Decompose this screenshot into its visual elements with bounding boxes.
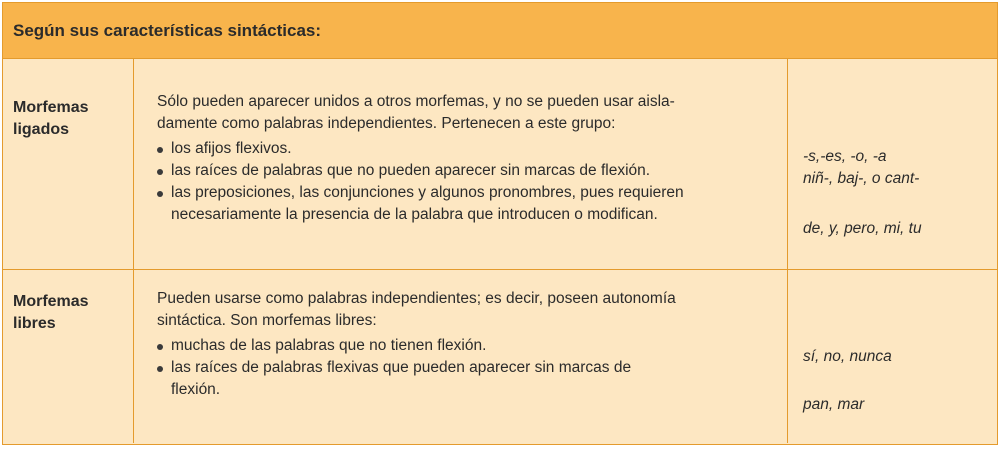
intro-line: damente como palabras independientes. Pertenecen a este grupo: <box>157 115 616 132</box>
row-description <box>134 270 788 443</box>
row-examples <box>788 270 997 443</box>
example-text: de, y, pero, mi, tu <box>803 220 922 237</box>
table-row-morfemas-ligados <box>3 59 997 270</box>
bullet-item <box>157 357 767 401</box>
bullet-text: flexión. <box>171 381 221 398</box>
row-description <box>134 59 788 269</box>
row-label <box>3 270 134 443</box>
row-label-line: Morfemas <box>13 99 89 116</box>
bullet-text: las raíces de palabras flexivas que pueden aparecer sin marcas de <box>171 359 632 376</box>
example-text: niñ-, baj-, o cant- <box>803 170 920 187</box>
bullet-text: muchas de las palabras que no tienen flexión. <box>171 337 487 354</box>
bullet-item <box>157 182 767 226</box>
example-text: sí, no, nunca <box>803 348 892 365</box>
row-intro <box>157 288 767 332</box>
row-intro <box>157 91 767 135</box>
bullet-text: necesariamente la presencia de la palabra que introducen o modifican. <box>171 206 658 223</box>
intro-line: sintáctica. Son morfemas libres: <box>157 312 377 329</box>
bullet-text: las raíces de palabras que no pueden aparecer sin marcas de flexión. <box>171 162 651 179</box>
table-header <box>3 3 997 59</box>
example-text: pan, mar <box>803 396 865 413</box>
row-label <box>3 59 134 269</box>
bullet-item <box>157 335 767 357</box>
table-title: Según sus características sintácticas: <box>13 20 322 40</box>
bullet-list <box>157 138 767 226</box>
row-examples <box>788 59 997 269</box>
row-label-line: libres <box>13 315 56 332</box>
bullet-text: las preposiciones, las conjunciones y algunos pronombres, pues requieren <box>171 184 684 201</box>
table-row-morfemas-libres <box>3 270 997 443</box>
intro-line: Pueden usarse como palabras independientes; es decir, poseen autonomía <box>157 290 676 307</box>
bullet-list <box>157 335 767 401</box>
example-text: -s,-es, -o, -a <box>803 148 887 165</box>
bullet-item <box>157 160 767 182</box>
bullet-text: los afijos flexivos. <box>171 140 292 157</box>
bullet-item <box>157 138 767 160</box>
row-label-line: ligados <box>13 121 70 138</box>
row-label-line: Morfemas <box>13 293 89 310</box>
intro-line: Sólo pueden aparecer unidos a otros morfemas, y no se pueden usar aisla- <box>157 93 675 110</box>
morpheme-table <box>2 2 998 445</box>
